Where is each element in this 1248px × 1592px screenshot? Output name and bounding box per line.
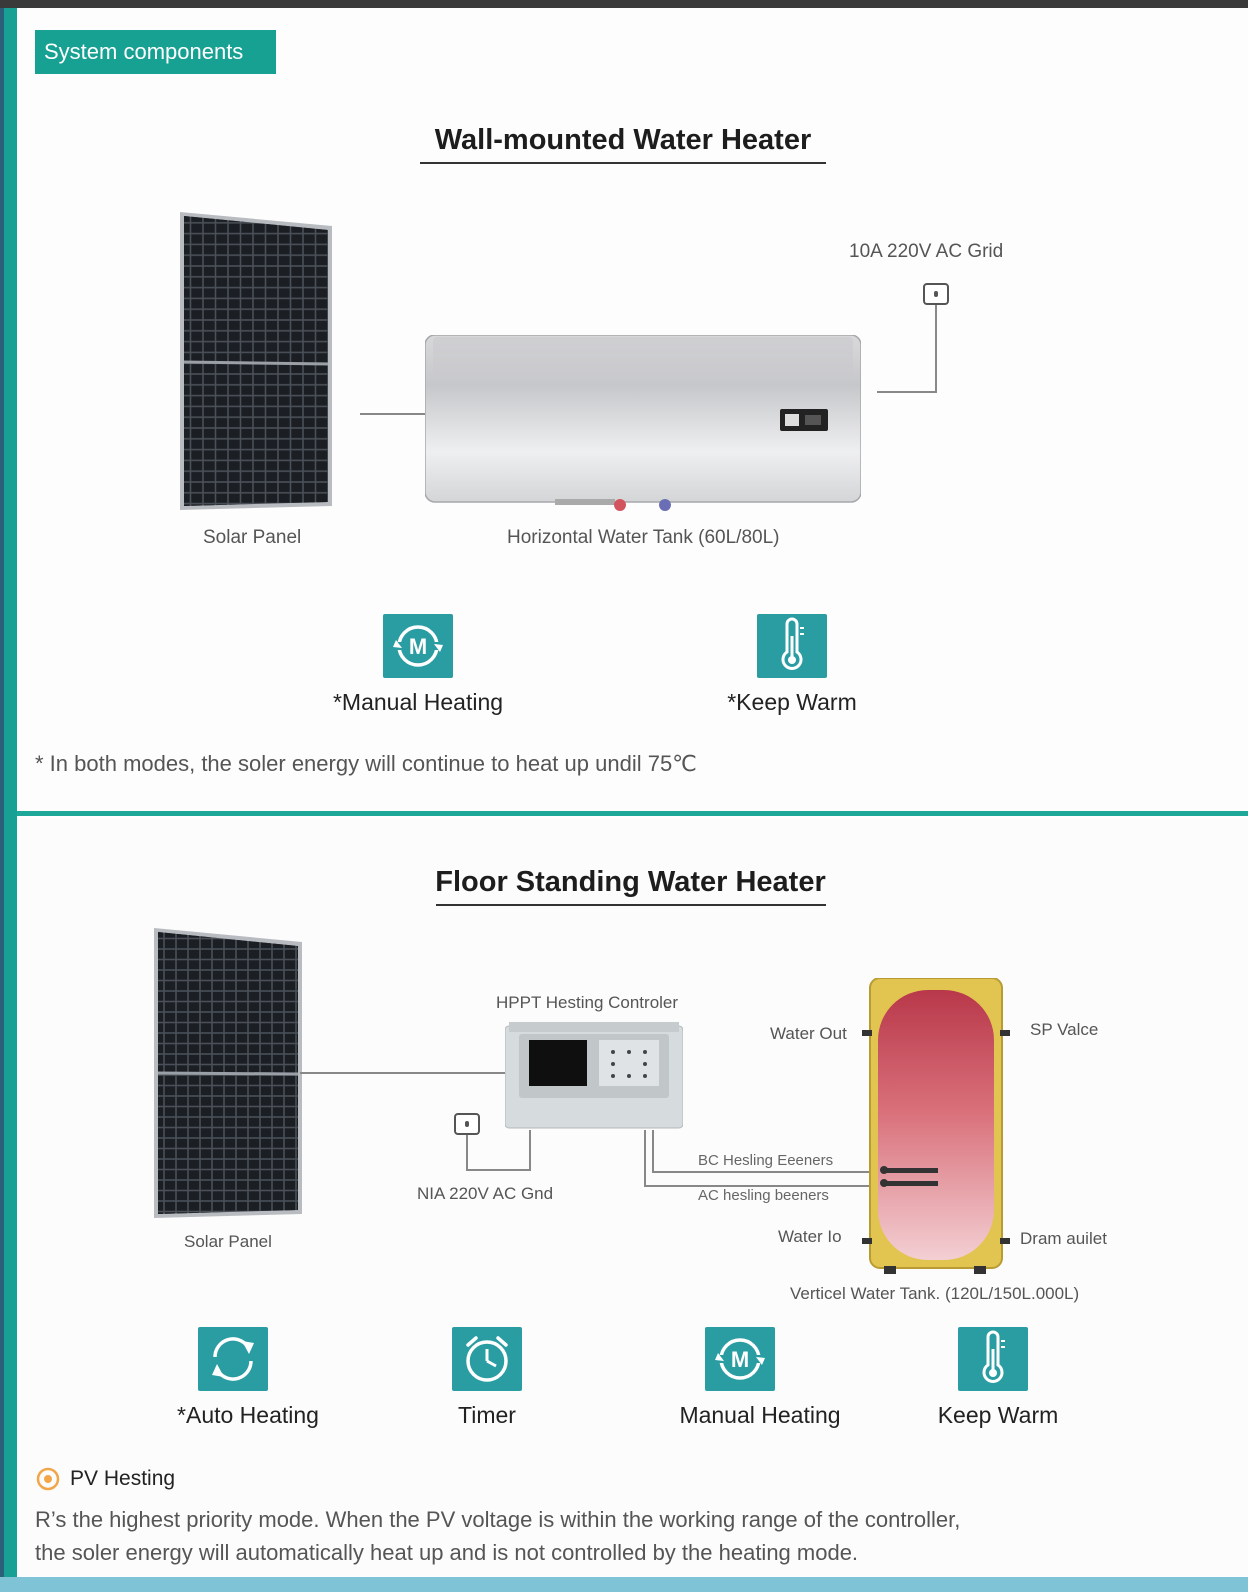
horizontal-water-tank-image <box>425 335 861 513</box>
dc-heating-label: BC Hesling Eeeners <box>698 1152 834 1169</box>
solar-panel-image <box>178 212 336 510</box>
floor-title-underline <box>436 904 826 906</box>
water-in-label: Water Io <box>778 1227 842 1246</box>
thermometer-icon <box>757 614 827 678</box>
floor-mode-label-keep-warm: Keep Warm <box>937 1402 1059 1428</box>
panel-to-controller-wire <box>300 1072 510 1074</box>
wall-title-underline <box>420 162 826 164</box>
grid-wire-vertical <box>935 305 937 392</box>
grid-wire-horizontal <box>877 391 937 393</box>
dc-wire-horizontal <box>652 1171 884 1173</box>
pv-heating-desc-2: the soler energy will automatically heat up and is not controlled by the heating mode. <box>35 1540 859 1565</box>
ac-wire-vertical <box>644 1130 646 1186</box>
vertical-water-tank-image <box>862 978 1010 1276</box>
svg-text:M: M <box>730 1347 750 1372</box>
drain-outlet-label: Dram auilet <box>1020 1229 1107 1248</box>
system-components-tag: System components <box>35 30 276 74</box>
horizontal-tank-label: Horizontal Water Tank (60L/80L) <box>507 527 780 548</box>
vertical-tank-label: Verticel Water Tank. (120L/150L.000L) <box>790 1284 1080 1303</box>
floor-mode-label-timer: Timer <box>458 1402 516 1428</box>
wall-note: * In both modes, the soler energy will continue to heat up undil 75℃ <box>35 751 697 776</box>
sun-icon <box>35 1466 61 1492</box>
floor-mode-label-manual: Manual Heating <box>679 1402 841 1428</box>
floor-grid-label: NIA 220V AC Gnd <box>417 1184 554 1203</box>
pv-heating-title: PV Hesting <box>70 1467 176 1490</box>
grid-wire-c <box>529 1130 531 1171</box>
svg-text:M: M <box>408 634 428 659</box>
wall-mounted-title: Wall-mounted Water Heater <box>434 124 812 156</box>
bottom-strip <box>0 1577 1248 1592</box>
wall-mode-label-keep-warm: *Keep Warm <box>727 689 857 715</box>
manual-heating-icon <box>383 614 453 678</box>
grid-wire-b <box>466 1169 530 1171</box>
floor-standing-title: Floor Standing Water Heater <box>435 866 826 898</box>
water-out-label: Water Out <box>770 1024 847 1043</box>
panel-to-tank-wire <box>360 413 428 415</box>
manual-heating-icon <box>705 1327 775 1391</box>
section-divider <box>17 811 1248 816</box>
floor-outlet-icon <box>454 1113 480 1135</box>
controller-label: HPPT Hesting Controler <box>496 993 679 1012</box>
pv-heating-desc-1: R’s the highest priority mode. When the PV voltage is within the working range of the controller, <box>35 1507 961 1532</box>
ac-heating-label: AC hesling beeners <box>698 1187 829 1204</box>
wall-grid-label: 10A 220V AC Grid <box>849 241 1004 262</box>
solar-panel-image <box>152 928 304 1218</box>
thermometer-icon <box>958 1327 1028 1391</box>
dc-wire-vertical <box>652 1130 654 1172</box>
auto-heating-icon <box>198 1327 268 1391</box>
wall-solar-panel-label: Solar Panel <box>203 527 302 548</box>
wall-mode-label-manual: *Manual Heating <box>332 689 504 715</box>
grid-wire-a <box>466 1135 468 1170</box>
floor-solar-panel-label: Solar Panel <box>184 1232 272 1251</box>
sp-valve-label: SP Valce <box>1030 1020 1099 1039</box>
timer-icon <box>452 1327 522 1391</box>
top-strip <box>0 0 1248 8</box>
left-accent-bar <box>4 8 17 1592</box>
mppt-controller-image <box>505 1022 683 1130</box>
wall-outlet-icon <box>923 283 949 305</box>
floor-mode-label-auto: *Auto Heating <box>177 1402 319 1428</box>
